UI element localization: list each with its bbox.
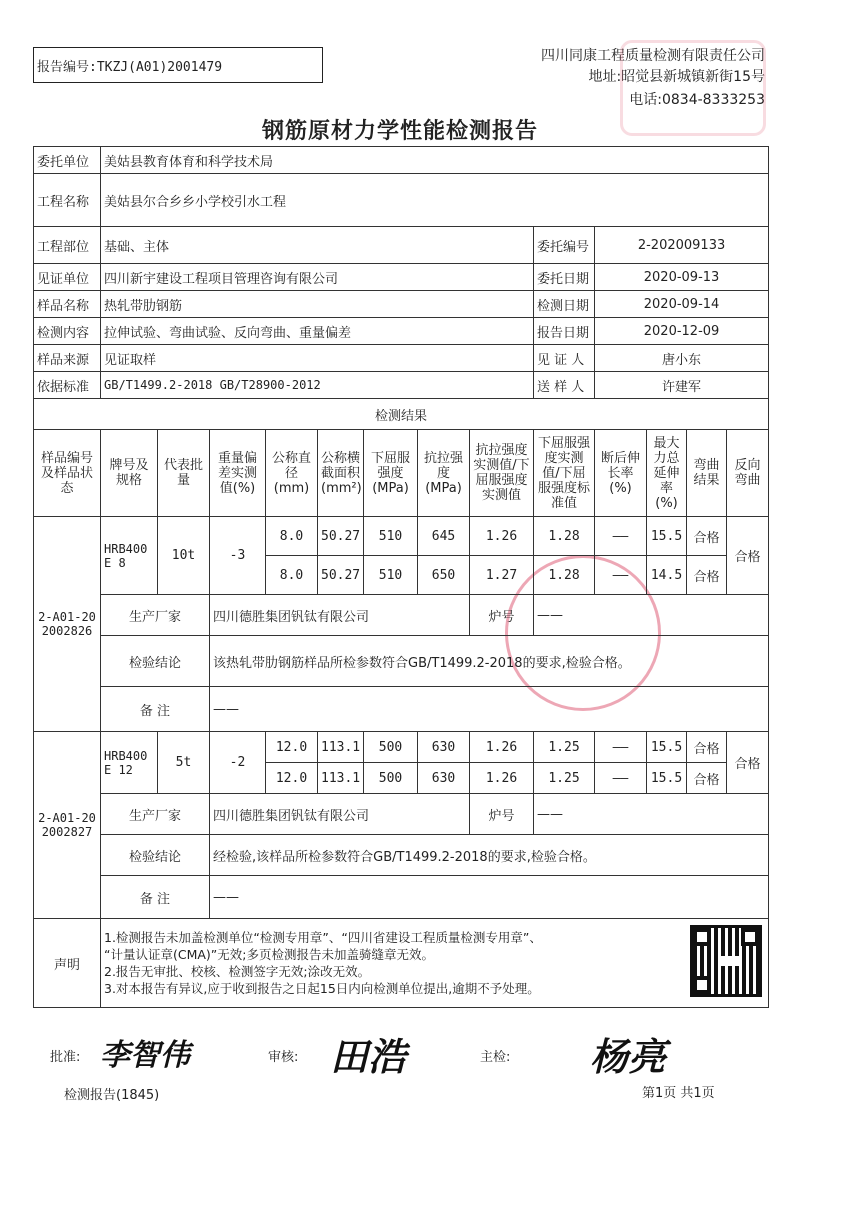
results-header-row xyxy=(34,430,769,517)
part-value: 基础、主体 xyxy=(101,227,534,264)
test-date-value: 2020-09-14 xyxy=(595,291,769,318)
furnace-label: 炉号 xyxy=(470,595,534,636)
col-header: 反向弯曲 xyxy=(727,430,769,517)
cell-ratio2: 1.28 xyxy=(534,517,595,556)
sample-name-label: 样品名称 xyxy=(34,291,101,318)
cell-tensile: 630 xyxy=(418,732,470,763)
row-project xyxy=(34,174,769,227)
cell-area: 50.27 xyxy=(318,517,364,556)
sample-2-maker-row xyxy=(34,794,769,835)
col-header: 下屈服强度实测值/下屈服强度标准值 xyxy=(534,430,595,517)
witness-label: 见 证 人 xyxy=(534,345,595,372)
cell-tensile: 630 xyxy=(418,763,470,794)
standard-label: 依据标准 xyxy=(34,372,101,399)
cell-area: 113.1 xyxy=(318,732,364,763)
cell-bend: 合格 xyxy=(687,517,727,556)
statement-line: “计量认证章(CMA)”无效;多页检测报告未加盖骑缝章无效。 xyxy=(104,947,434,962)
remark-value: —— xyxy=(210,876,769,919)
sample-source-label: 样品来源 xyxy=(34,345,101,372)
cell-bend: 合格 xyxy=(687,763,727,794)
report-table xyxy=(33,146,769,1008)
col-header: 最大力总延伸率(%) xyxy=(647,430,687,517)
company-name: 四川同康工程质量检测有限责任公司 xyxy=(541,48,765,64)
client-label: 委托单位 xyxy=(34,147,101,174)
project-value: 美姑县尔合乡乡小学校引水工程 xyxy=(101,174,769,227)
row-part xyxy=(34,227,769,264)
col-header: 断后伸长率(%) xyxy=(595,430,647,517)
sample-1-weight-dev: -3 xyxy=(210,517,266,595)
conclusion-value: 经检验,该样品所检参数符合GB/T1499.2-2018的要求,检验合格。 xyxy=(210,835,769,876)
cell-yield: 500 xyxy=(364,732,418,763)
cell-maxel: 15.5 xyxy=(647,732,687,763)
cell-yield: 510 xyxy=(364,517,418,556)
maker-label: 生产厂家 xyxy=(101,595,210,636)
cell-ratio1: 1.26 xyxy=(470,517,534,556)
review-signature: 田浩 xyxy=(330,1034,407,1079)
conclusion-label: 检验结论 xyxy=(101,636,210,687)
report-date-value: 2020-12-09 xyxy=(595,318,769,345)
project-label: 工程名称 xyxy=(34,174,101,227)
sample-2-batch: 5t xyxy=(158,732,210,794)
sample-2-row-1 xyxy=(34,732,769,763)
commission-no-label: 委托编号 xyxy=(534,227,595,264)
client-value: 美姑县教育体育和科学技术局 xyxy=(101,147,769,174)
cell-tensile: 650 xyxy=(418,556,470,595)
cell-ratio1: 1.26 xyxy=(470,732,534,763)
cell-bend: 合格 xyxy=(687,732,727,763)
furnace-value: —— xyxy=(534,595,769,636)
furnace-label: 炉号 xyxy=(470,794,534,835)
cell-ratio1: 1.27 xyxy=(470,556,534,595)
review-label: 审核: xyxy=(268,1050,299,1065)
footer-report-code: 检测报告(1845) xyxy=(64,1088,160,1103)
sender-value: 许建军 xyxy=(595,372,769,399)
company-phone: 电话:0834-8333253 xyxy=(629,92,765,108)
report-date-label: 报告日期 xyxy=(534,318,595,345)
row-client xyxy=(34,147,769,174)
commission-date-label: 委托日期 xyxy=(534,264,595,291)
part-label: 工程部位 xyxy=(34,227,101,264)
sender-label: 送 样 人 xyxy=(534,372,595,399)
report-number: 报告编号:TKZJ(A01)2001479 xyxy=(37,60,223,75)
cell-dia: 12.0 xyxy=(266,763,318,794)
cell-elong: —— xyxy=(595,732,647,763)
sample-1-id: 2-A01-202002826 xyxy=(34,517,101,732)
report-number-box xyxy=(33,47,323,83)
row-test-content xyxy=(34,318,769,345)
cell-dia: 8.0 xyxy=(266,517,318,556)
standard-value: GB/T1499.2-2018 GB/T28900-2012 xyxy=(101,372,534,399)
maker-label: 生产厂家 xyxy=(101,794,210,835)
sample-1-grade: HRB400E 8 xyxy=(101,517,158,595)
row-witness-unit xyxy=(34,264,769,291)
commission-no-value: 2-202009133 xyxy=(595,227,769,264)
results-title: 检测结果 xyxy=(34,399,769,430)
cell-area: 113.1 xyxy=(318,763,364,794)
statement-line: 2.报告无审批、校核、检测签字无效;涂改无效。 xyxy=(104,964,371,979)
sample-name-value: 热轧带肋钢筋 xyxy=(101,291,534,318)
cell-yield: 500 xyxy=(364,763,418,794)
statement-line: 1.检测报告未加盖检测单位“检测专用章”、“四川省建设工程质量检测专用章”、 xyxy=(104,930,542,945)
cell-dia: 8.0 xyxy=(266,556,318,595)
cell-tensile: 645 xyxy=(418,517,470,556)
faded-header-stamp xyxy=(620,40,766,136)
sample-2-weight-dev: -2 xyxy=(210,732,266,794)
conclusion-label: 检验结论 xyxy=(101,835,210,876)
cell-bend: 合格 xyxy=(687,556,727,595)
col-header: 下屈服强度(MPa) xyxy=(364,430,418,517)
statement-label: 声明 xyxy=(34,919,101,1008)
witness-value: 唐小东 xyxy=(595,345,769,372)
cell-ratio2: 1.25 xyxy=(534,732,595,763)
cell-maxel: 14.5 xyxy=(647,556,687,595)
remark-label: 备 注 xyxy=(101,687,210,732)
test-content-label: 检测内容 xyxy=(34,318,101,345)
qr-code-icon xyxy=(690,925,762,997)
row-sample-source xyxy=(34,345,769,372)
col-header: 抗拉强度实测值/下屈服强度实测值 xyxy=(470,430,534,517)
cell-elong: —— xyxy=(595,763,647,794)
approve-signature: 李智伟 xyxy=(100,1038,190,1073)
statement-row xyxy=(34,919,769,1008)
test-signature: 杨亮 xyxy=(590,1034,667,1079)
row-sample-name xyxy=(34,291,769,318)
sample-1-remark-row xyxy=(34,687,769,732)
sample-2-conclusion-row xyxy=(34,835,769,876)
sample-2-grade: HRB400E 12 xyxy=(101,732,158,794)
page-title: 钢筋原材力学性能检测报告 xyxy=(261,119,538,144)
conclusion-value: 该热轧带肋钢筋样品所检参数符合GB/T1499.2-2018的要求,检验合格。 xyxy=(210,636,769,687)
row-results-title xyxy=(34,399,769,430)
sample-1-maker-row xyxy=(34,595,769,636)
sample-2-remark-row xyxy=(34,876,769,919)
cell-yield: 510 xyxy=(364,556,418,595)
cell-area: 50.27 xyxy=(318,556,364,595)
cell-maxel: 15.5 xyxy=(647,517,687,556)
sample-source-value: 见证取样 xyxy=(101,345,534,372)
cell-ratio2: 1.28 xyxy=(534,556,595,595)
test-date-label: 检测日期 xyxy=(534,291,595,318)
approve-label: 批准: xyxy=(50,1050,81,1065)
col-header: 重量偏差实测值(%) xyxy=(210,430,266,517)
remark-label: 备 注 xyxy=(101,876,210,919)
cell-ratio1: 1.26 xyxy=(470,763,534,794)
test-content-value: 拉伸试验、弯曲试验、反向弯曲、重量偏差 xyxy=(101,318,534,345)
col-header: 代表批量 xyxy=(158,430,210,517)
cell-dia: 12.0 xyxy=(266,732,318,763)
col-header: 牌号及规格 xyxy=(101,430,158,517)
row-standard xyxy=(34,372,769,399)
col-header: 样品编号及样品状态 xyxy=(34,430,101,517)
cell-ratio2: 1.25 xyxy=(534,763,595,794)
statement-line: 3.对本报告有异议,应于收到报告之日起15日内向检测单位提出,逾期不予处理。 xyxy=(104,981,540,996)
cell-elong: —— xyxy=(595,517,647,556)
sample-1-reverse-bend: 合格 xyxy=(727,517,769,595)
commission-date-value: 2020-09-13 xyxy=(595,264,769,291)
witness-unit-value: 四川新宇建设工程项目管理咨询有限公司 xyxy=(101,264,534,291)
sample-1-row-1 xyxy=(34,517,769,556)
witness-unit-label: 见证单位 xyxy=(34,264,101,291)
footer-page-number: 第1页 共1页 xyxy=(642,1086,715,1101)
col-header: 公称横截面积(mm²) xyxy=(318,430,364,517)
col-header: 弯曲结果 xyxy=(687,430,727,517)
sample-1-batch: 10t xyxy=(158,517,210,595)
furnace-value: —— xyxy=(534,794,769,835)
col-header: 抗拉强度(MPa) xyxy=(418,430,470,517)
maker-value: 四川德胜集团钒钛有限公司 xyxy=(210,794,470,835)
test-label: 主检: xyxy=(480,1050,511,1065)
maker-value: 四川德胜集团钒钛有限公司 xyxy=(210,595,470,636)
sample-2-id: 2-A01-202002827 xyxy=(34,732,101,919)
sample-2-reverse-bend: 合格 xyxy=(727,732,769,794)
company-address: 地址:昭觉县新城镇新街15号 xyxy=(588,69,765,85)
sample-1-conclusion-row xyxy=(34,636,769,687)
cell-elong: —— xyxy=(595,556,647,595)
remark-value: —— xyxy=(210,687,769,732)
col-header: 公称直径(mm) xyxy=(266,430,318,517)
cell-maxel: 15.5 xyxy=(647,763,687,794)
